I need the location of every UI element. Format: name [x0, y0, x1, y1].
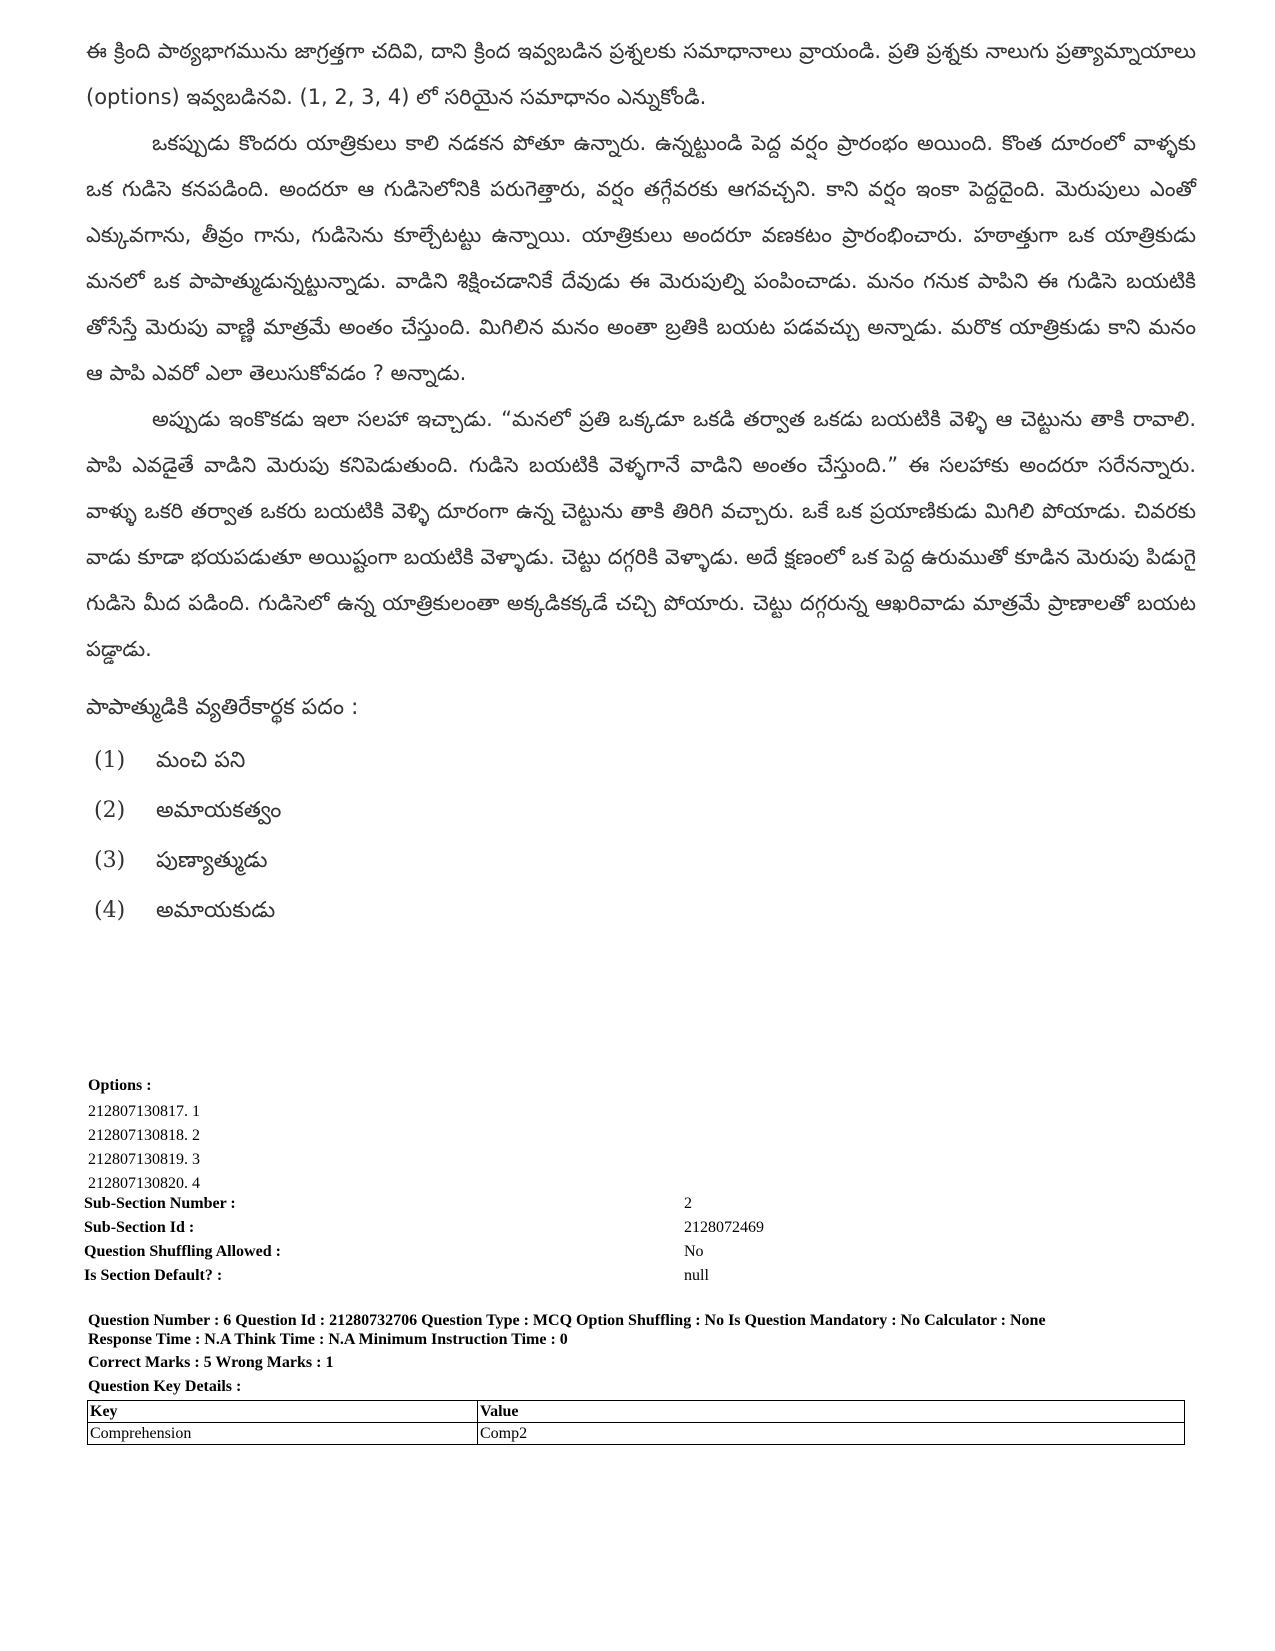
- subsection-row: [84, 1264, 864, 1288]
- choice-text: మంచి పని: [156, 748, 246, 773]
- table-cell-value: Comp2: [478, 1423, 1185, 1445]
- question-image: [86, 28, 1196, 936]
- choice-number: (4): [94, 898, 126, 923]
- subsection-details: [84, 1192, 864, 1288]
- marks-info: Correct Marks : 5 Wrong Marks : 1: [88, 1354, 334, 1371]
- choice-text: అమాయకుడు: [156, 898, 276, 923]
- question-info-line-2: Response Time : N.A Think Time : N.A Minimum Instruction Time : 0: [88, 1331, 568, 1348]
- option-id-list: [88, 1100, 200, 1196]
- subsection-key: Is Section Default? :: [84, 1267, 223, 1284]
- options-heading: Options :: [88, 1077, 152, 1094]
- answer-choice: [94, 786, 1196, 836]
- choice-text: అమాయకత్వం: [156, 798, 282, 823]
- option-id: 212807130817. 1: [88, 1103, 200, 1120]
- key-details-table: [87, 1400, 1185, 1445]
- subsection-value: 2128072469: [684, 1219, 764, 1236]
- subsection-row: [84, 1192, 864, 1216]
- option-id: 212807130818. 2: [88, 1127, 200, 1144]
- subsection-row: [84, 1216, 864, 1240]
- table-cell-key: Comprehension: [88, 1423, 478, 1445]
- question-info-line-1: Question Number : 6 Question Id : 21280732706 Question Type : MCQ Option Shuffling : No Is Question Mandatory : No Calculator : None: [88, 1312, 1046, 1329]
- choice-number: (3): [94, 848, 126, 873]
- choice-number: (1): [94, 748, 126, 773]
- answer-choice: [94, 836, 1196, 886]
- subsection-key: Sub-Section Number :: [84, 1195, 236, 1212]
- choice-number: (2): [94, 798, 126, 823]
- passage-instruction: ఈ క్రింది పాఠ్యభాగమును జాగ్రత్తగా చదివి, దాని క్రింద ఇవ్వబడిన ప్రశ్నలకు సమాధానాలు వ్రాయండి. ప్రతి ప్రశ్నకు నాలుగు ప్రత్యామ్నాయాలు (options) ఇవ్వబడినవి. (1, 2, 3, 4) లో సరియైన సమాధానం ఎన్నుకోండి.: [86, 39, 1196, 109]
- option-id: 212807130819. 3: [88, 1151, 200, 1168]
- question-text: పాపాత్ముడికి వ్యతిరేకార్థక పదం :: [86, 695, 359, 720]
- subsection-key: Question Shuffling Allowed :: [84, 1243, 281, 1260]
- subsection-key: Sub-Section Id :: [84, 1219, 195, 1236]
- option-id: 212807130820. 4: [88, 1175, 200, 1192]
- subsection-row: [84, 1240, 864, 1264]
- table-header-value: Value: [478, 1401, 1185, 1423]
- subsection-value: null: [684, 1267, 709, 1284]
- key-details-heading: Question Key Details :: [88, 1378, 242, 1395]
- passage-paragraph-1: ఒకప్పుడు కొందరు యాత్రికులు కాలి నడకన పోతూ ఉన్నారు. ఉన్నట్టుండి పెద్ద వర్షం ప్రారంభం అయింది. కొంత దూరంలో వాళ్ళకు ఒక గుడిసె కనపడింది. అందరూ ఆ గుడిసెలోనికి పరుగెత్తారు, వర్షం తగ్గేవరకు ఆగవచ్చని. కాని వర్షం ఇంకా పెద్దదైంది. మెరుపులు ఎంతో ఎక్కువగాను, తీవ్రం గాను, గుడిసెను కూల్చేటట్టు ఉన్నాయి. యాత్రికులు అందరూ వణకటం ప్రారంభించారు. హఠాత్తుగా ఒక యాత్రికుడు మనలో ఒక పాపాత్ముడున్నట్టున్నాడు. వాడిని శిక్షించడానికే దేవుడు ఈ మెరుపుల్ని పంపించాడు. మనం గనుక పాపిని ఈ గుడిసె బయటికి తోసేస్తే మెరుపు వాణ్ణి మాత్రమే అంతం చేస్తుంది. మిగిలిన మనం అంతా బ్రతికి బయట పడవచ్చు అన్నాడు. మరొక యాత్రికుడు కాని మనం ఆ పాపి ఎవరో ఎలా తెలుసుకోవడం ? అన్నాడు.: [86, 131, 1196, 385]
- table-header-key: Key: [88, 1401, 478, 1423]
- passage-paragraph-2: అప్పుడు ఇంకొకడు ఇలా సలహా ఇచ్చాడు. “మనలో ప్రతి ఒక్కడూ ఒకడి తర్వాత ఒకడు బయటికి వెళ్ళి ఆ చెట్టును తాకి రావాలి. పాపి ఎవడైతే వాడిని మెరుపు కనిపెడుతుంది. గుడిసె బయటికి వెళ్ళగానే వాడిని అంతం చేస్తుంది.” ఈ సలహాకు అందరూ సరేనన్నారు. వాళ్ళు ఒకరి తర్వాత ఒకరు బయటికి వెళ్ళి దూరంగా ఉన్న చెట్టును తాకి తిరిగి వచ్చారు. ఒకే ఒక ప్రయాణికుడు మిగిలి పోయాడు. చివరకు వాడు కూడా భయపడుతూ అయిష్టంగా బయటికి వెళ్ళాడు. చెట్టు దగ్గరికి వెళ్ళాడు. అదే క్షణంలో ఒక పెద్ద ఉరుముతో కూడిన మెరుపు పిడుగై గుడిసె మీద పడింది. గుడిసెలో ఉన్న యాత్రికులంతా అక్కడికక్కడే చచ్చి పోయారు. చెట్టు దగ్గరున్న ఆఖరివాడు మాత్రమే ప్రాణాలతో బయట పడ్డాడు.: [86, 407, 1196, 661]
- table-header-row: [88, 1401, 1185, 1423]
- answer-choice: [94, 886, 1196, 936]
- table-row: [88, 1423, 1185, 1445]
- answer-choices: [94, 736, 1196, 936]
- subsection-value: 2: [684, 1195, 692, 1212]
- choice-text: పుణ్యాత్ముడు: [156, 848, 268, 873]
- answer-choice: [94, 736, 1196, 786]
- question-info: [88, 1311, 1188, 1349]
- subsection-value: No: [684, 1243, 704, 1260]
